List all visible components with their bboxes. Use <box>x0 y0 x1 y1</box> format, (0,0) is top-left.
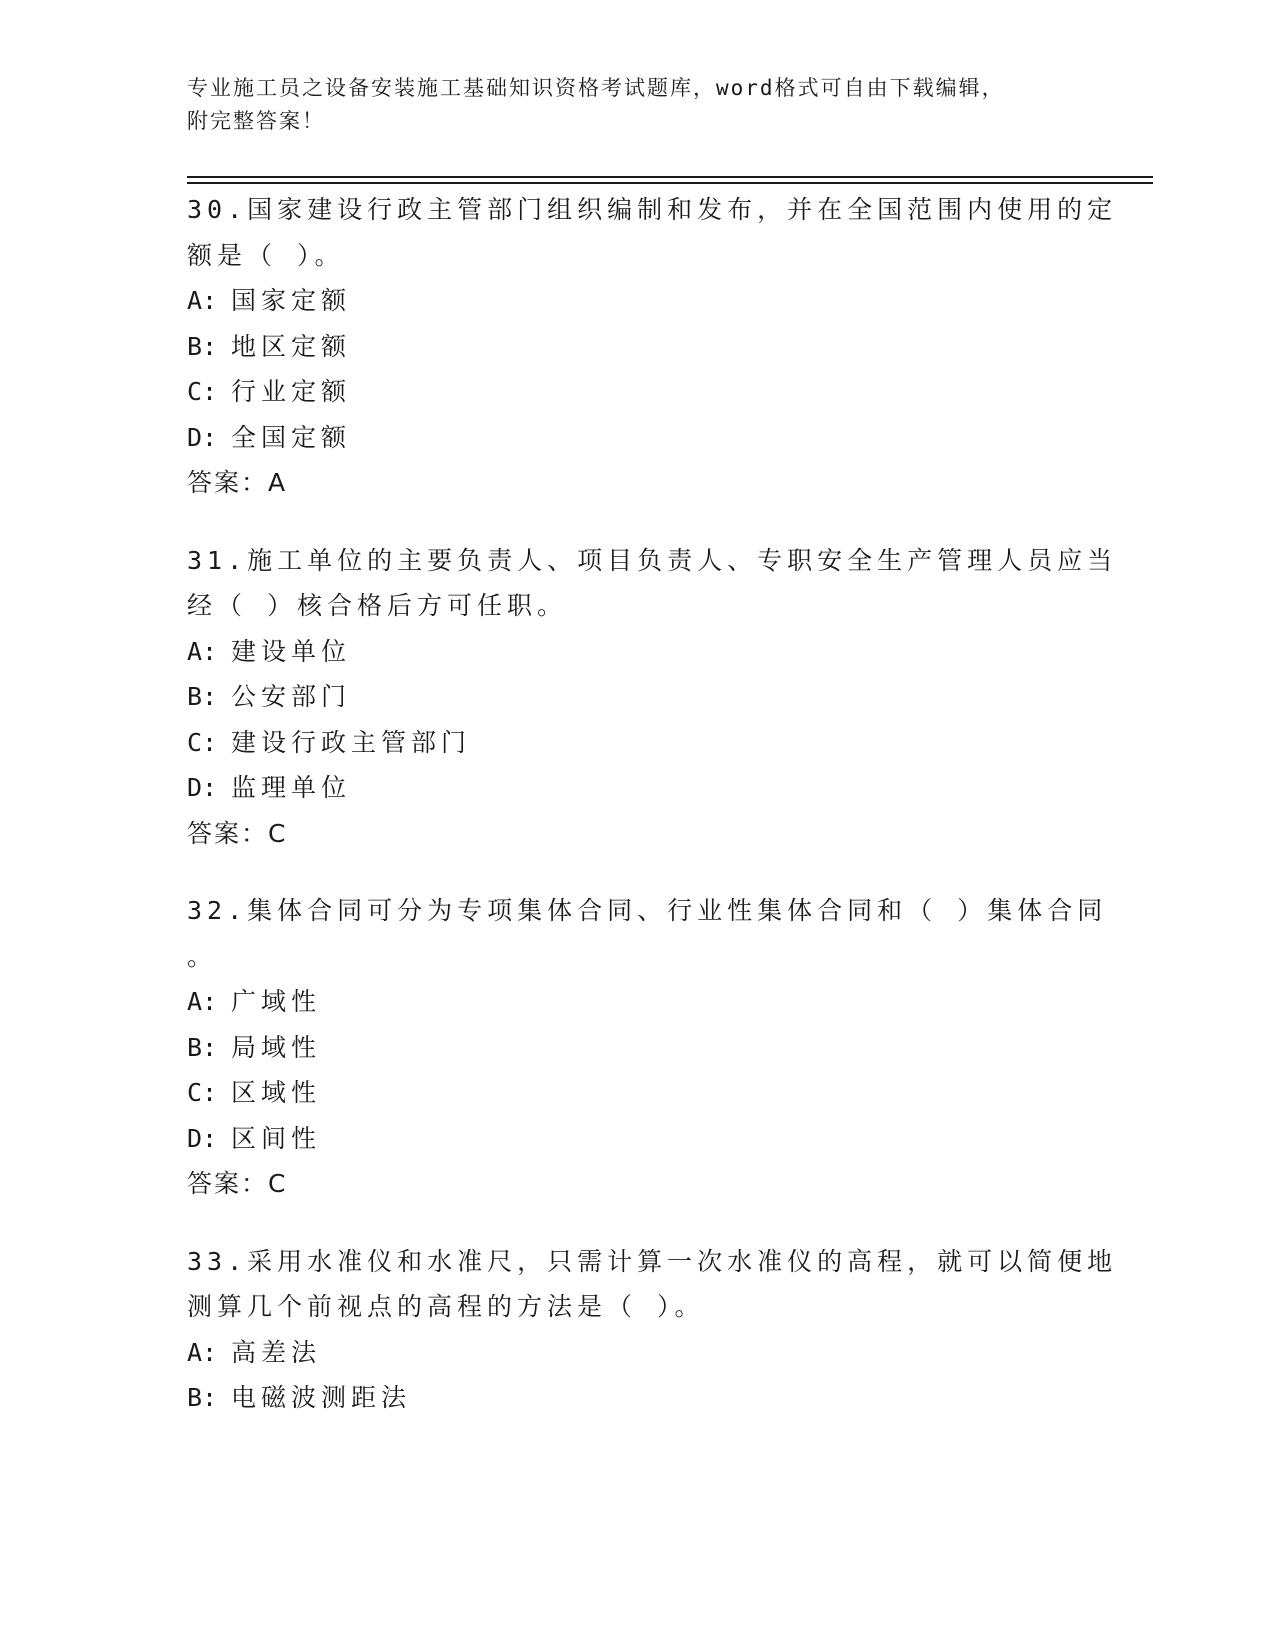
question-stem-line: 33.采用水准仪和水准尺，只需计算一次水准仪的高程，就可以简便地 <box>187 1246 1118 1276</box>
option-text: 监理单位 <box>231 773 352 802</box>
header-divider-top <box>187 176 1153 178</box>
option-key: C: <box>187 1078 218 1107</box>
option-key: D: <box>187 422 218 452</box>
option-a <box>187 278 1087 324</box>
question-stem-line: 32.集体合同可分为专项集体合同、行业性集体合同和（ ）集体合同 <box>187 896 1108 925</box>
option-key: D: <box>187 1123 218 1153</box>
option-text: 国家定额 <box>231 286 352 315</box>
answer-line: 答案：A <box>187 468 288 497</box>
option-c <box>187 369 1087 415</box>
question-stem-line: 。 <box>187 941 218 971</box>
option-key: B: <box>187 331 218 361</box>
question-list <box>187 187 1118 1453</box>
option-key: B: <box>187 1032 218 1062</box>
option-b <box>187 1375 1087 1421</box>
option-text: 广域性 <box>231 987 322 1016</box>
option-text: 行业定额 <box>231 377 352 406</box>
option-key: D: <box>187 773 218 802</box>
option-text: 建设单位 <box>231 636 352 666</box>
option-text: 电磁波测距法 <box>231 1383 412 1412</box>
option-text: 地区定额 <box>231 331 352 361</box>
option-b <box>187 1025 1087 1071</box>
option-text: 高差法 <box>231 1337 322 1367</box>
option-key: C: <box>187 727 218 757</box>
option-c <box>187 720 1087 766</box>
option-text: 建设行政主管部门 <box>231 727 472 757</box>
option-text: 全国定额 <box>231 422 352 452</box>
question-stem-line: 30.国家建设行政主管部门组织编制和发布，并在全国范围内使用的定 <box>187 195 1118 224</box>
question-31 <box>187 538 1118 857</box>
question-30 <box>187 187 1118 506</box>
option-d <box>187 415 1087 461</box>
question-stem-line: 额是（ ）。 <box>187 240 345 270</box>
option-key: A: <box>187 286 218 315</box>
option-key: B: <box>187 682 218 711</box>
header-divider-bottom <box>187 182 1153 184</box>
option-a <box>187 629 1087 675</box>
question-33 <box>187 1239 1118 1421</box>
option-text: 公安部门 <box>231 682 352 711</box>
option-a <box>187 979 1087 1025</box>
option-key: B: <box>187 1383 218 1412</box>
option-d <box>187 1116 1087 1162</box>
option-a <box>187 1330 1087 1376</box>
option-d <box>187 765 1087 811</box>
option-key: C: <box>187 377 218 406</box>
option-text: 区间性 <box>231 1123 322 1153</box>
option-text: 局域性 <box>231 1032 322 1062</box>
header-line-2: 附完整答案！ <box>187 109 325 133</box>
question-32 <box>187 888 1108 1207</box>
answer-line: 答案：C <box>187 818 288 848</box>
document-header <box>187 72 1087 138</box>
option-b <box>187 674 1087 720</box>
option-key: A: <box>187 987 218 1016</box>
option-key: A: <box>187 636 218 666</box>
question-stem-line: 经（ ）核合格后方可任职。 <box>187 591 568 620</box>
option-text: 区域性 <box>231 1078 322 1107</box>
option-key: A: <box>187 1337 218 1367</box>
question-stem-line: 31.施工单位的主要负责人、项目负责人、专职安全生产管理人员应当 <box>187 545 1118 575</box>
option-b <box>187 324 1087 370</box>
option-c <box>187 1070 1087 1116</box>
header-line-1: 专业施工员之设备安装施工基础知识资格考试题库，word格式可自由下载编辑， <box>187 76 1005 100</box>
answer-line: 答案：C <box>187 1169 288 1198</box>
question-stem-line: 测算几个前视点的高程的方法是（ ）。 <box>187 1292 705 1321</box>
